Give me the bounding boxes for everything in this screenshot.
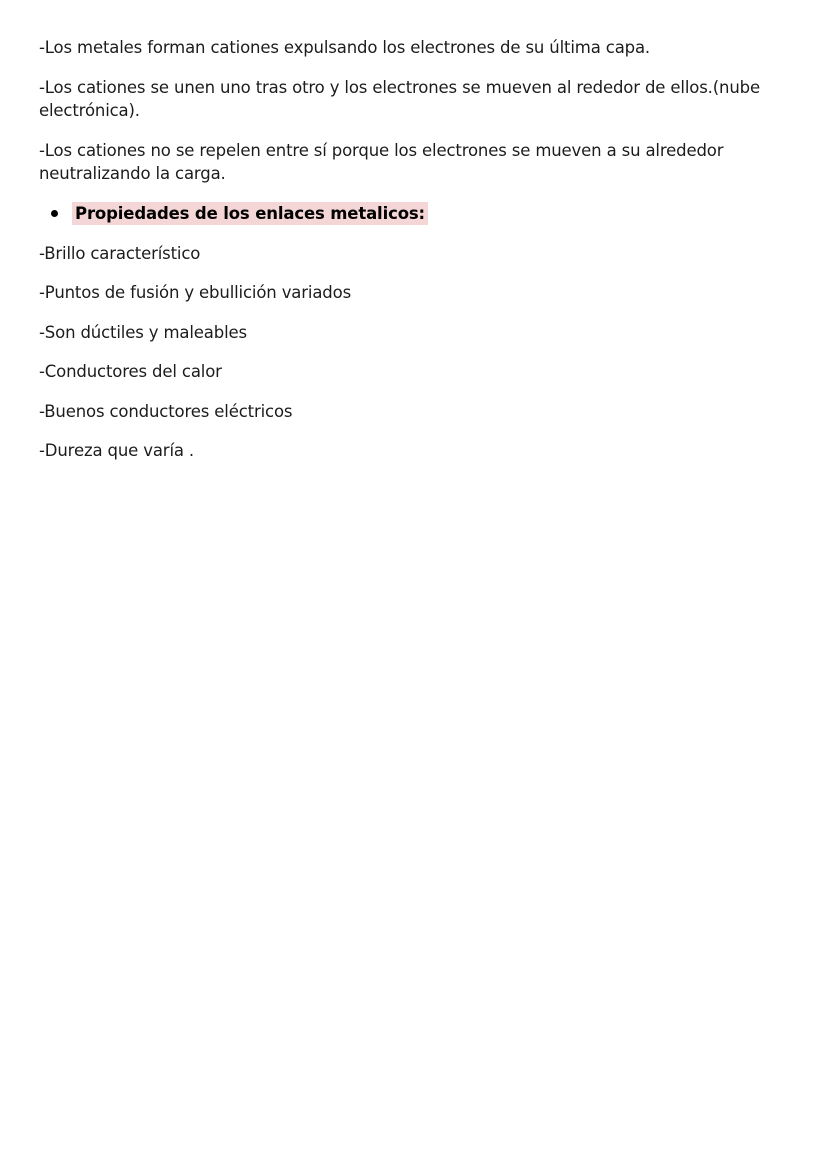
paragraph-electron-cloud: -Los cationes se unen uno tras otro y los electrones se mueven al rededor de ellos.(nube electrónica). [39,77,760,120]
property-item-melting-points: -Puntos de fusión y ebullición variados [39,283,352,302]
paragraph-charge-neutralization: -Los cationes no se repelen entre sí porque los electrones se mueven a su alrededor neutralizando la carga. [39,140,724,183]
property-item-hardness: -Dureza que varía . [39,441,195,460]
paragraph-metals-cations: -Los metales forman cationes expulsando los electrones de su última capa. [39,38,651,57]
properties-heading: Propiedades de los enlaces metalicos: [72,202,428,225]
property-item-shine: -Brillo característico [39,243,201,263]
document-page [39,36,784,463]
property-item-ductile: -Son dúctiles y maleables [39,322,247,342]
properties-heading-item [51,202,784,226]
property-item-heat-conductors: -Conductores del calor [39,362,222,381]
property-item-electric-conductors: -Buenos conductores eléctricos [39,401,293,421]
bullet-icon [51,210,58,217]
